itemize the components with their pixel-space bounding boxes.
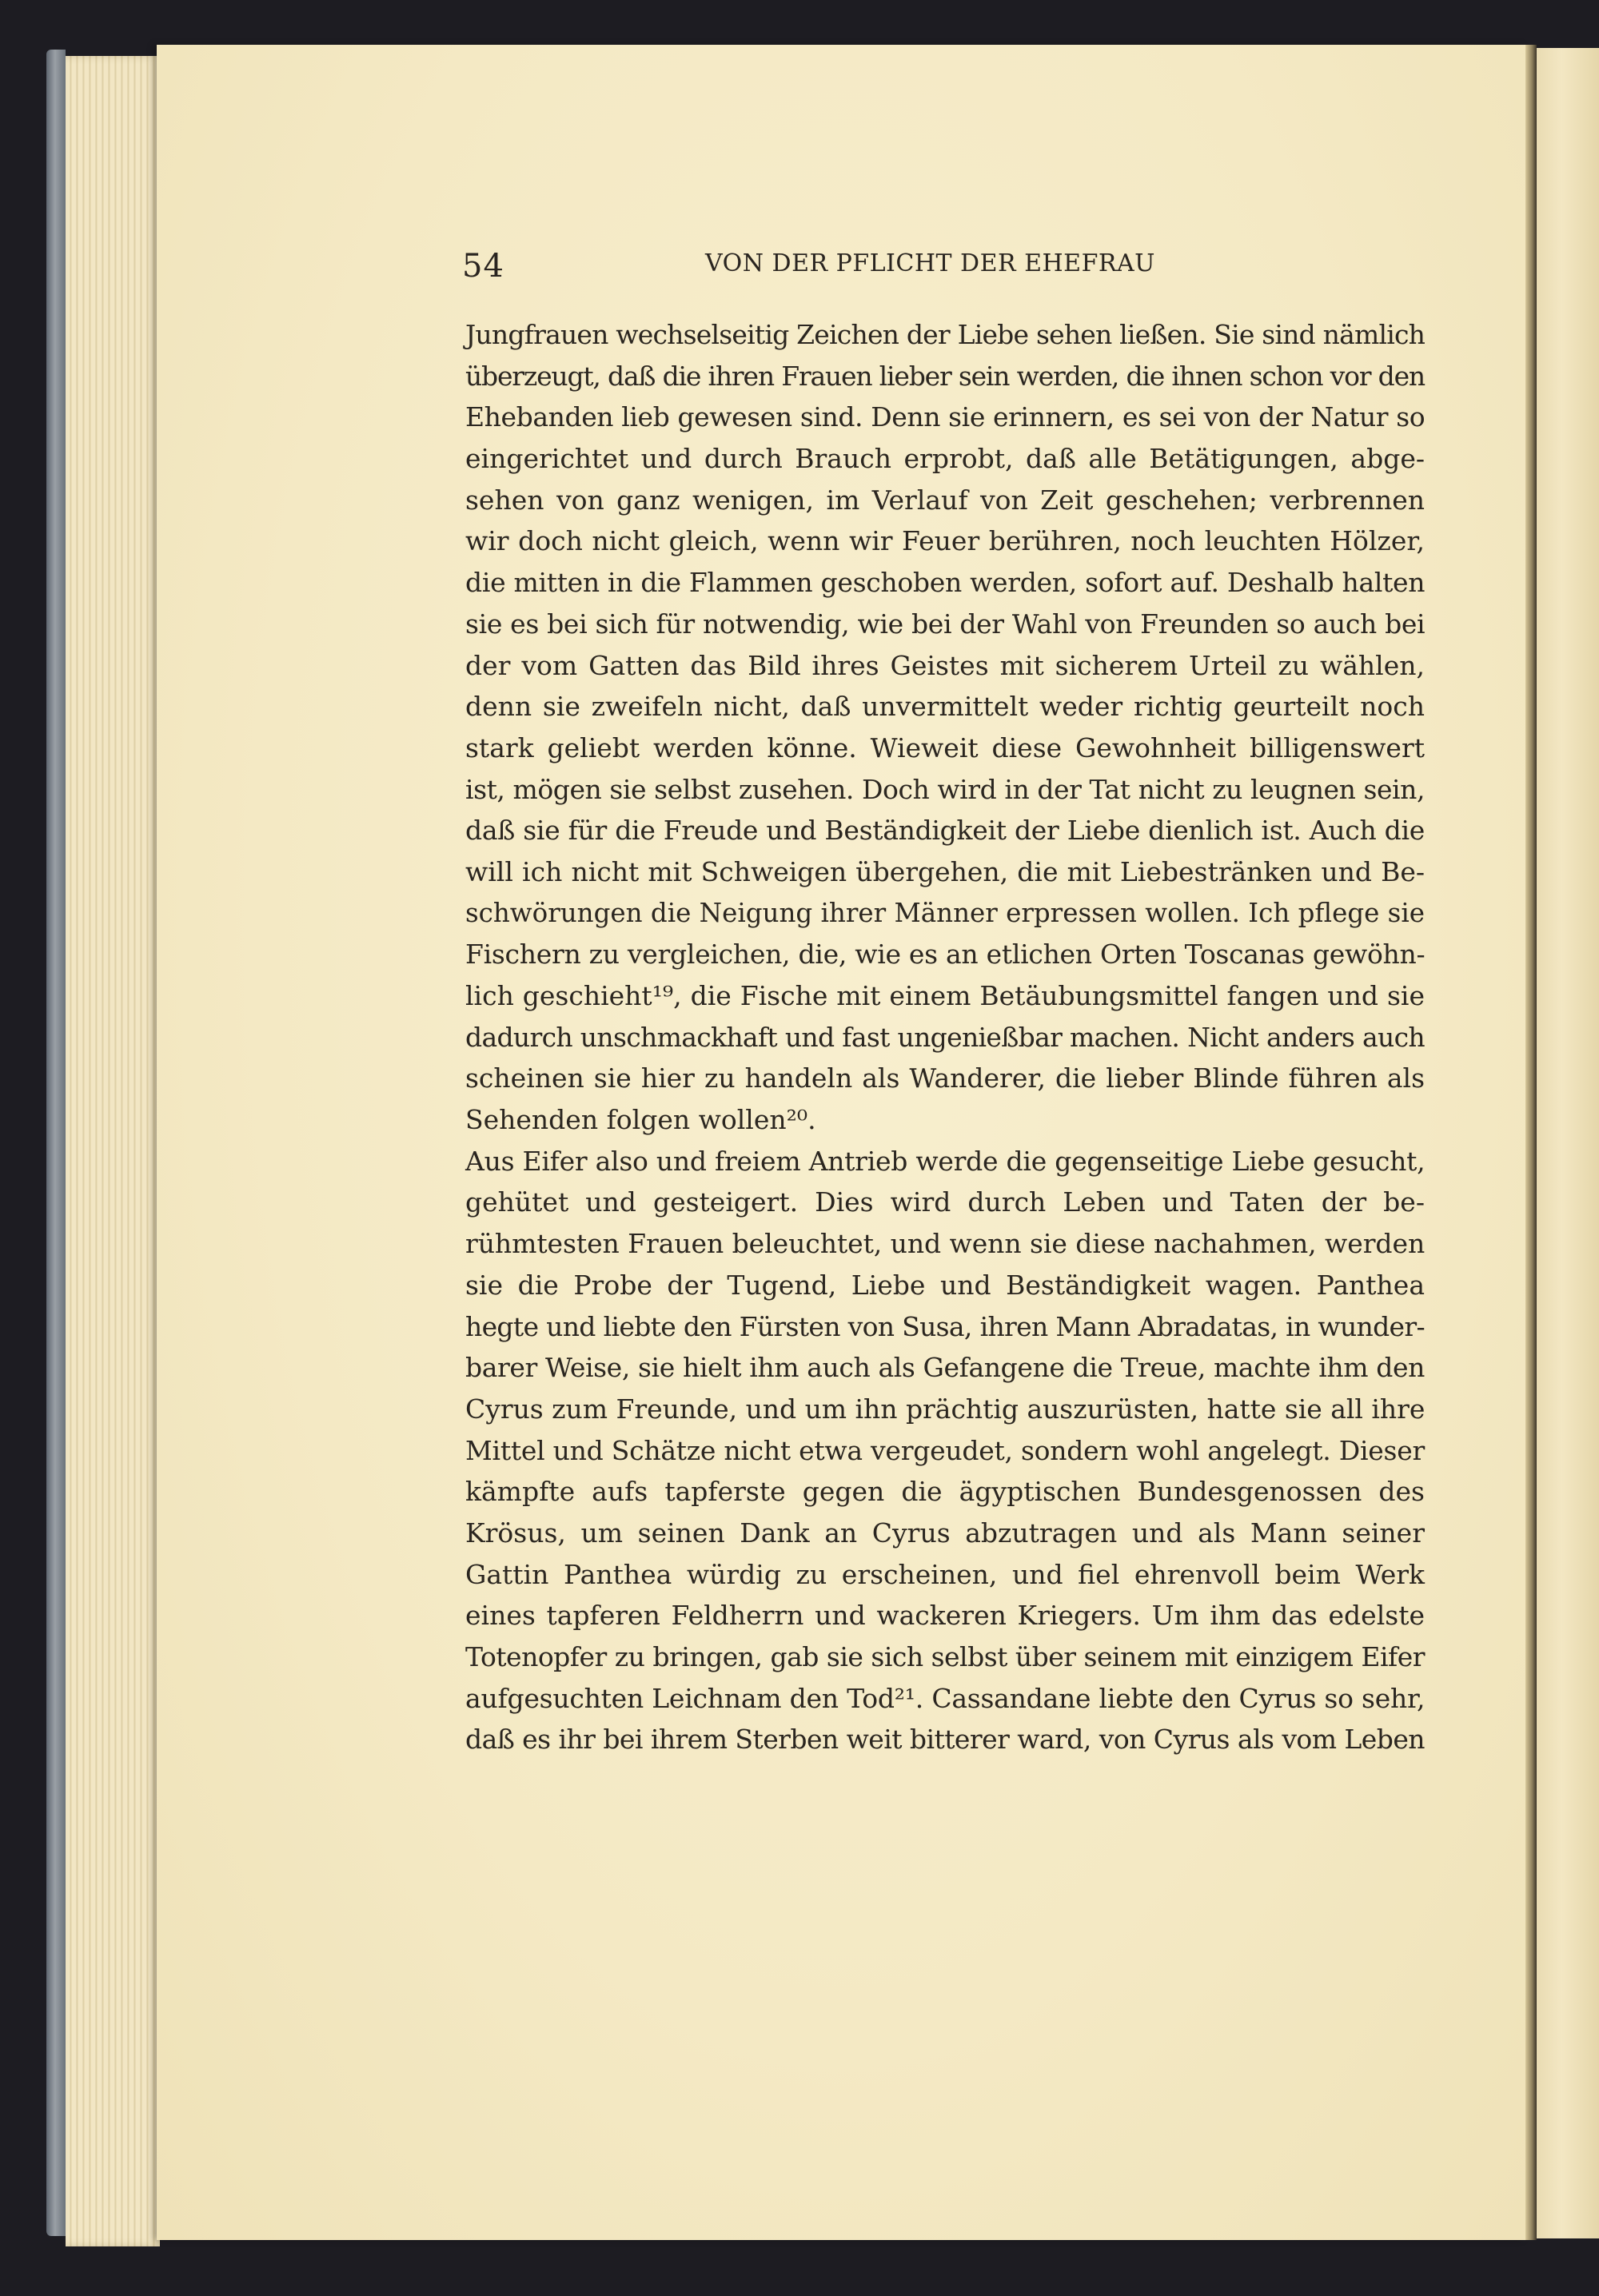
text-line: rühmtesten Frauen beleuchtet, und wenn sie diese nachahmen, werden	[465, 1228, 1426, 1260]
text-line: Gattin Panthea würdig zu erscheinen, und fiel ehrenvoll beim Werk	[465, 1558, 1425, 1590]
text-line: sie es bei sich für notwendig, wie bei der Wahl von Freunden so auch bei	[465, 608, 1426, 640]
page-gutter	[1525, 45, 1537, 2240]
text-line: sehen von ganz wenigen, im Verlauf von Zeit geschehen; verbrennen	[465, 484, 1425, 516]
text-line: schwörungen die Neigung ihrer Männer erpressen wollen. Ich pflege sie	[465, 897, 1425, 928]
text-line: wir doch nicht gleich, wenn wir Feuer berühren, noch leuchten Hölzer,	[465, 525, 1425, 557]
paragraph-end-line: Sehenden folgen wollen²⁰.	[465, 1104, 816, 1136]
text-line: sie die Probe der Tugend, Liebe und Beständigkeit wagen. Panthea	[465, 1269, 1425, 1301]
text-line: eingerichtet und durch Brauch erprobt, daß alle Betätigungen, abge-	[465, 443, 1425, 475]
facing-page-edge	[1537, 48, 1599, 2238]
text-line: der vom Gatten das Bild ihres Geistes mit sicherem Urteil zu wählen,	[465, 649, 1425, 681]
text-line: kämpfte aufs tapferste gegen die ägyptischen Bundesgenossen des	[465, 1476, 1425, 1508]
text-line: daß es ihr bei ihrem Sterben weit bitterer ward, von Cyrus als vom Leben	[465, 1724, 1425, 1756]
text-line: denn sie zweifeln nicht, daß unvermittelt weder richtig geurteilt noch	[465, 691, 1425, 723]
text-line: lich geschieht¹⁹, die Fische mit einem Betäubungsmittel fangen und sie	[465, 980, 1425, 1011]
text-line: ist, mögen sie selbst zusehen. Doch wird in der Tat nicht zu leugnen sein,	[465, 773, 1425, 805]
body-text	[465, 314, 1425, 1760]
text-line: Ehebanden lieb gewesen sind. Denn sie erinnern, es sei von der Natur so	[465, 401, 1426, 433]
text-line: Jungfrauen wechselseitig Zeichen der Liebe sehen ließen. Sie sind nämlich	[465, 319, 1426, 350]
text-line: gehütet und gesteigert. Dies wird durch Leben und Taten der be-	[465, 1186, 1425, 1218]
text-line: scheinen sie hier zu handeln als Wanderer, die lieber Blinde führen als	[465, 1062, 1425, 1094]
text-line: eines tapferen Feldherrn und wackeren Kriegers. Um ihm das edelste	[465, 1600, 1425, 1632]
text-line: daß sie für die Freude und Beständigkeit der Liebe dienlich ist. Auch die	[465, 815, 1425, 847]
page-header	[462, 245, 1422, 285]
text-line: hegte und liebte den Fürsten von Susa, ihren Mann Abradatas, in wunder-	[465, 1310, 1425, 1342]
book-spine-edge	[46, 50, 66, 2236]
text-line: Krösus, um seinen Dank an Cyrus abzutragen und als Mann seiner	[465, 1517, 1425, 1549]
text-line: Fischern zu vergleichen, die, wie es an etlichen Orten Toscanas gewöhn-	[465, 939, 1426, 971]
text-line: dadurch unschmackhaft und fast ungenießbar machen. Nicht anders auch	[465, 1021, 1425, 1053]
text-line: Cyrus zum Freunde, und um ihn prächtig auszurüsten, hatte sie all ihre	[465, 1393, 1426, 1425]
text-line: barer Weise, sie hielt ihm auch als Gefangene die Treue, machte ihm den	[465, 1352, 1425, 1384]
running-title: VON DER PFLICHT DER EHEFRAU	[705, 249, 1155, 277]
page-edges	[66, 56, 160, 2246]
text-line: Totenopfer zu bringen, gab sie sich selbst über seinem mit einzigem Eifer	[465, 1641, 1425, 1672]
text-line: will ich nicht mit Schweigen übergehen, die mit Liebestränken und Be-	[465, 855, 1425, 887]
text-line: Aus Eifer also und freiem Antrieb werde die gegenseitige Liebe gesucht,	[465, 1145, 1426, 1177]
text-line: die mitten in die Flammen geschoben werden, sofort auf. Deshalb halten	[465, 567, 1426, 599]
text-line: überzeugt, daß die ihren Frauen lieber sein werden, die ihnen schon vor den	[465, 360, 1425, 392]
text-line: stark geliebt werden könne. Wieweit diese Gewohnheit billigenswert	[465, 731, 1425, 763]
text-line: Mittel und Schätze nicht etwa vergeudet, sondern wohl angelegt. Dieser	[465, 1434, 1425, 1466]
page-number: 54	[462, 248, 504, 285]
text-line: aufgesuchten Leichnam den Tod²¹. Cassandane liebte den Cyrus so sehr,	[465, 1682, 1426, 1714]
